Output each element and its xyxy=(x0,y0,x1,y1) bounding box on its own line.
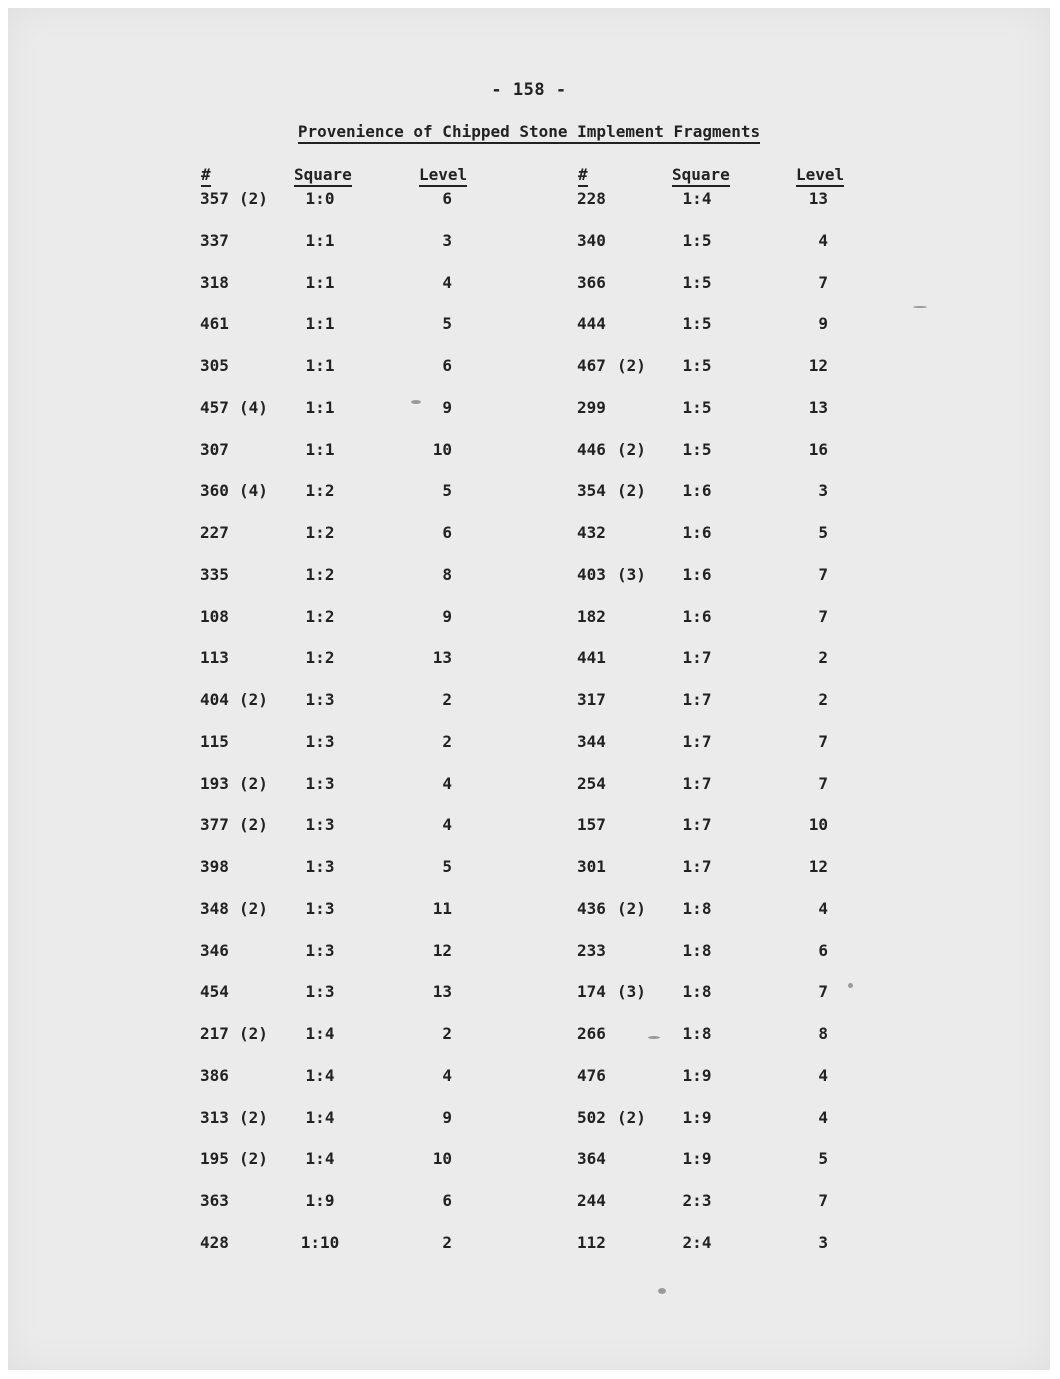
left-row-level: 6 xyxy=(442,356,452,375)
right-row-square: 1:8 xyxy=(682,982,712,1001)
right-row-level: 12 xyxy=(808,356,828,375)
left-row-count: (2) xyxy=(239,899,268,918)
right-row-number: 317 xyxy=(577,690,606,709)
left-row-square: 1:3 xyxy=(305,815,335,834)
left-row-number: 457 xyxy=(200,398,229,417)
right-header-number: # xyxy=(578,165,588,184)
right-row-level: 7 xyxy=(818,565,828,584)
left-row-level: 6 xyxy=(442,1191,452,1210)
left-row-number: 227 xyxy=(200,523,229,542)
left-row-level: 9 xyxy=(442,398,452,417)
left-row-level: 3 xyxy=(442,231,452,250)
left-row-square: 1:3 xyxy=(305,774,335,793)
left-row-count: (2) xyxy=(239,1024,268,1043)
left-row-level: 9 xyxy=(442,607,452,626)
right-row-square: 2:4 xyxy=(682,1233,712,1252)
right-row-number: 254 xyxy=(577,774,606,793)
left-row-count: (2) xyxy=(239,189,268,208)
right-row-square: 1:4 xyxy=(682,189,712,208)
right-row-level: 13 xyxy=(808,398,828,417)
right-row-number: 441 xyxy=(577,648,606,667)
left-row-square: 1:1 xyxy=(305,398,335,417)
left-row-number: 305 xyxy=(200,356,229,375)
right-row-square: 1:6 xyxy=(682,481,712,500)
left-row-square: 1:1 xyxy=(305,314,335,333)
scan-speck xyxy=(658,1288,666,1294)
right-row-count: (2) xyxy=(617,899,646,918)
left-row-level: 13 xyxy=(432,982,452,1001)
left-row-square: 1:3 xyxy=(305,941,335,960)
left-row-level: 5 xyxy=(442,481,452,500)
left-row-number: 360 xyxy=(200,481,229,500)
left-row-square: 1:2 xyxy=(305,648,335,667)
left-row-square: 1:1 xyxy=(305,273,335,292)
right-row-level: 13 xyxy=(808,189,828,208)
right-row-level: 9 xyxy=(818,314,828,333)
left-row-level: 5 xyxy=(442,857,452,876)
right-row-level: 2 xyxy=(818,648,828,667)
left-row-level: 5 xyxy=(442,314,452,333)
left-header-level: Level xyxy=(419,165,467,184)
scan-speck xyxy=(648,1036,660,1039)
left-row-square: 1:2 xyxy=(305,565,335,584)
right-row-square: 1:6 xyxy=(682,565,712,584)
left-row-level: 12 xyxy=(432,941,452,960)
left-row-level: 11 xyxy=(432,899,452,918)
right-row-count: (2) xyxy=(617,440,646,459)
right-row-number: 436 xyxy=(577,899,606,918)
right-row-level: 5 xyxy=(818,1149,828,1168)
scan-speck xyxy=(848,983,853,988)
left-row-square: 1:3 xyxy=(305,732,335,751)
right-row-square: 1:5 xyxy=(682,398,712,417)
left-row-count: (2) xyxy=(239,1108,268,1127)
left-row-number: 404 xyxy=(200,690,229,709)
left-row-square: 1:10 xyxy=(300,1233,340,1252)
left-row-level: 4 xyxy=(442,273,452,292)
right-row-count: (2) xyxy=(617,1108,646,1127)
right-row-level: 7 xyxy=(818,273,828,292)
right-row-level: 5 xyxy=(818,523,828,542)
left-row-number: 217 xyxy=(200,1024,229,1043)
right-row-number: 432 xyxy=(577,523,606,542)
left-row-number: 115 xyxy=(200,732,229,751)
right-row-number: 364 xyxy=(577,1149,606,1168)
left-row-square: 1:2 xyxy=(305,607,335,626)
left-row-number: 461 xyxy=(200,314,229,333)
left-row-level: 2 xyxy=(442,1024,452,1043)
right-row-square: 1:8 xyxy=(682,899,712,918)
right-row-square: 1:7 xyxy=(682,732,712,751)
right-row-number: 112 xyxy=(577,1233,606,1252)
right-row-number: 366 xyxy=(577,273,606,292)
left-row-level: 10 xyxy=(432,1149,452,1168)
right-row-level: 7 xyxy=(818,774,828,793)
left-row-square: 1:3 xyxy=(305,690,335,709)
right-row-level: 2 xyxy=(818,690,828,709)
left-row-number: 454 xyxy=(200,982,229,1001)
left-row-square: 1:2 xyxy=(305,481,335,500)
right-row-level: 4 xyxy=(818,1066,828,1085)
left-row-number: 113 xyxy=(200,648,229,667)
left-row-number: 348 xyxy=(200,899,229,918)
left-row-square: 1:4 xyxy=(305,1149,335,1168)
right-row-square: 1:9 xyxy=(682,1066,712,1085)
left-row-count: (2) xyxy=(239,1149,268,1168)
right-row-square: 1:6 xyxy=(682,607,712,626)
right-header-level: Level xyxy=(796,165,844,184)
right-row-square: 1:9 xyxy=(682,1149,712,1168)
scan-speck xyxy=(411,400,421,404)
right-row-number: 476 xyxy=(577,1066,606,1085)
left-row-number: 398 xyxy=(200,857,229,876)
right-row-number: 266 xyxy=(577,1024,606,1043)
left-row-number: 193 xyxy=(200,774,229,793)
left-row-square: 1:4 xyxy=(305,1024,335,1043)
left-row-number: 335 xyxy=(200,565,229,584)
left-row-number: 357 xyxy=(200,189,229,208)
left-row-number: 346 xyxy=(200,941,229,960)
right-row-level: 4 xyxy=(818,899,828,918)
left-row-square: 1:3 xyxy=(305,857,335,876)
right-row-number: 354 xyxy=(577,481,606,500)
left-header-square: Square xyxy=(294,165,352,184)
left-row-square: 1:4 xyxy=(305,1066,335,1085)
right-row-square: 1:9 xyxy=(682,1108,712,1127)
right-row-square: 1:5 xyxy=(682,314,712,333)
right-row-level: 10 xyxy=(808,815,828,834)
document-page xyxy=(8,8,1050,1370)
right-row-number: 299 xyxy=(577,398,606,417)
left-row-level: 4 xyxy=(442,815,452,834)
left-row-number: 377 xyxy=(200,815,229,834)
right-row-level: 7 xyxy=(818,1191,828,1210)
left-row-number: 386 xyxy=(200,1066,229,1085)
left-row-level: 4 xyxy=(442,1066,452,1085)
left-row-level: 10 xyxy=(432,440,452,459)
left-row-count: (4) xyxy=(239,481,268,500)
left-row-number: 108 xyxy=(200,607,229,626)
right-row-number: 182 xyxy=(577,607,606,626)
right-row-square: 1:6 xyxy=(682,523,712,542)
right-row-number: 244 xyxy=(577,1191,606,1210)
right-row-square: 1:7 xyxy=(682,774,712,793)
right-row-square: 1:7 xyxy=(682,690,712,709)
right-row-level: 3 xyxy=(818,1233,828,1252)
left-row-square: 1:1 xyxy=(305,231,335,250)
right-row-square: 1:8 xyxy=(682,1024,712,1043)
left-row-number: 428 xyxy=(200,1233,229,1252)
right-row-square: 1:7 xyxy=(682,815,712,834)
right-row-square: 2:3 xyxy=(682,1191,712,1210)
left-row-count: (4) xyxy=(239,398,268,417)
right-row-level: 7 xyxy=(818,982,828,1001)
page-title xyxy=(8,122,1050,141)
left-row-level: 6 xyxy=(442,523,452,542)
left-row-square: 1:1 xyxy=(305,440,335,459)
right-row-level: 16 xyxy=(808,440,828,459)
right-row-number: 403 xyxy=(577,565,606,584)
right-row-level: 6 xyxy=(818,941,828,960)
right-row-number: 444 xyxy=(577,314,606,333)
left-row-number: 337 xyxy=(200,231,229,250)
right-row-square: 1:5 xyxy=(682,231,712,250)
right-row-number: 174 xyxy=(577,982,606,1001)
right-row-square: 1:7 xyxy=(682,857,712,876)
right-row-count: (3) xyxy=(617,565,646,584)
right-row-number: 344 xyxy=(577,732,606,751)
right-row-count: (2) xyxy=(617,356,646,375)
left-row-count: (2) xyxy=(239,815,268,834)
left-row-square: 1:1 xyxy=(305,356,335,375)
left-row-number: 363 xyxy=(200,1191,229,1210)
right-row-number: 502 xyxy=(577,1108,606,1127)
left-row-level: 6 xyxy=(442,189,452,208)
right-row-number: 228 xyxy=(577,189,606,208)
right-row-level: 12 xyxy=(808,857,828,876)
left-row-number: 195 xyxy=(200,1149,229,1168)
left-row-count: (2) xyxy=(239,774,268,793)
left-row-level: 2 xyxy=(442,690,452,709)
left-row-square: 1:0 xyxy=(305,189,335,208)
right-row-number: 446 xyxy=(577,440,606,459)
left-row-level: 4 xyxy=(442,774,452,793)
left-row-level: 9 xyxy=(442,1108,452,1127)
right-row-count: (3) xyxy=(617,982,646,1001)
left-row-level: 2 xyxy=(442,732,452,751)
right-row-level: 8 xyxy=(818,1024,828,1043)
right-row-level: 7 xyxy=(818,732,828,751)
right-row-square: 1:5 xyxy=(682,356,712,375)
left-row-level: 2 xyxy=(442,1233,452,1252)
right-row-level: 7 xyxy=(818,607,828,626)
page-number: - 158 - xyxy=(491,80,567,100)
page-title-text: Provenience of Chipped Stone Implement Fragments xyxy=(298,122,760,144)
left-row-square: 1:3 xyxy=(305,899,335,918)
left-header-number: # xyxy=(201,165,211,184)
right-row-square: 1:7 xyxy=(682,648,712,667)
right-row-level: 4 xyxy=(818,231,828,250)
right-row-number: 301 xyxy=(577,857,606,876)
right-row-number: 467 xyxy=(577,356,606,375)
left-row-level: 8 xyxy=(442,565,452,584)
left-row-number: 313 xyxy=(200,1108,229,1127)
left-row-square: 1:9 xyxy=(305,1191,335,1210)
scan-speck xyxy=(913,306,927,308)
right-row-square: 1:8 xyxy=(682,941,712,960)
left-row-number: 307 xyxy=(200,440,229,459)
left-row-level: 13 xyxy=(432,648,452,667)
left-row-square: 1:4 xyxy=(305,1108,335,1127)
right-row-count: (2) xyxy=(617,481,646,500)
right-header-square: Square xyxy=(672,165,730,184)
left-row-number: 318 xyxy=(200,273,229,292)
right-row-number: 233 xyxy=(577,941,606,960)
left-row-square: 1:2 xyxy=(305,523,335,542)
right-row-level: 3 xyxy=(818,481,828,500)
right-row-square: 1:5 xyxy=(682,273,712,292)
left-row-square: 1:3 xyxy=(305,982,335,1001)
right-row-number: 340 xyxy=(577,231,606,250)
left-row-count: (2) xyxy=(239,690,268,709)
right-row-level: 4 xyxy=(818,1108,828,1127)
right-row-number: 157 xyxy=(577,815,606,834)
right-row-square: 1:5 xyxy=(682,440,712,459)
